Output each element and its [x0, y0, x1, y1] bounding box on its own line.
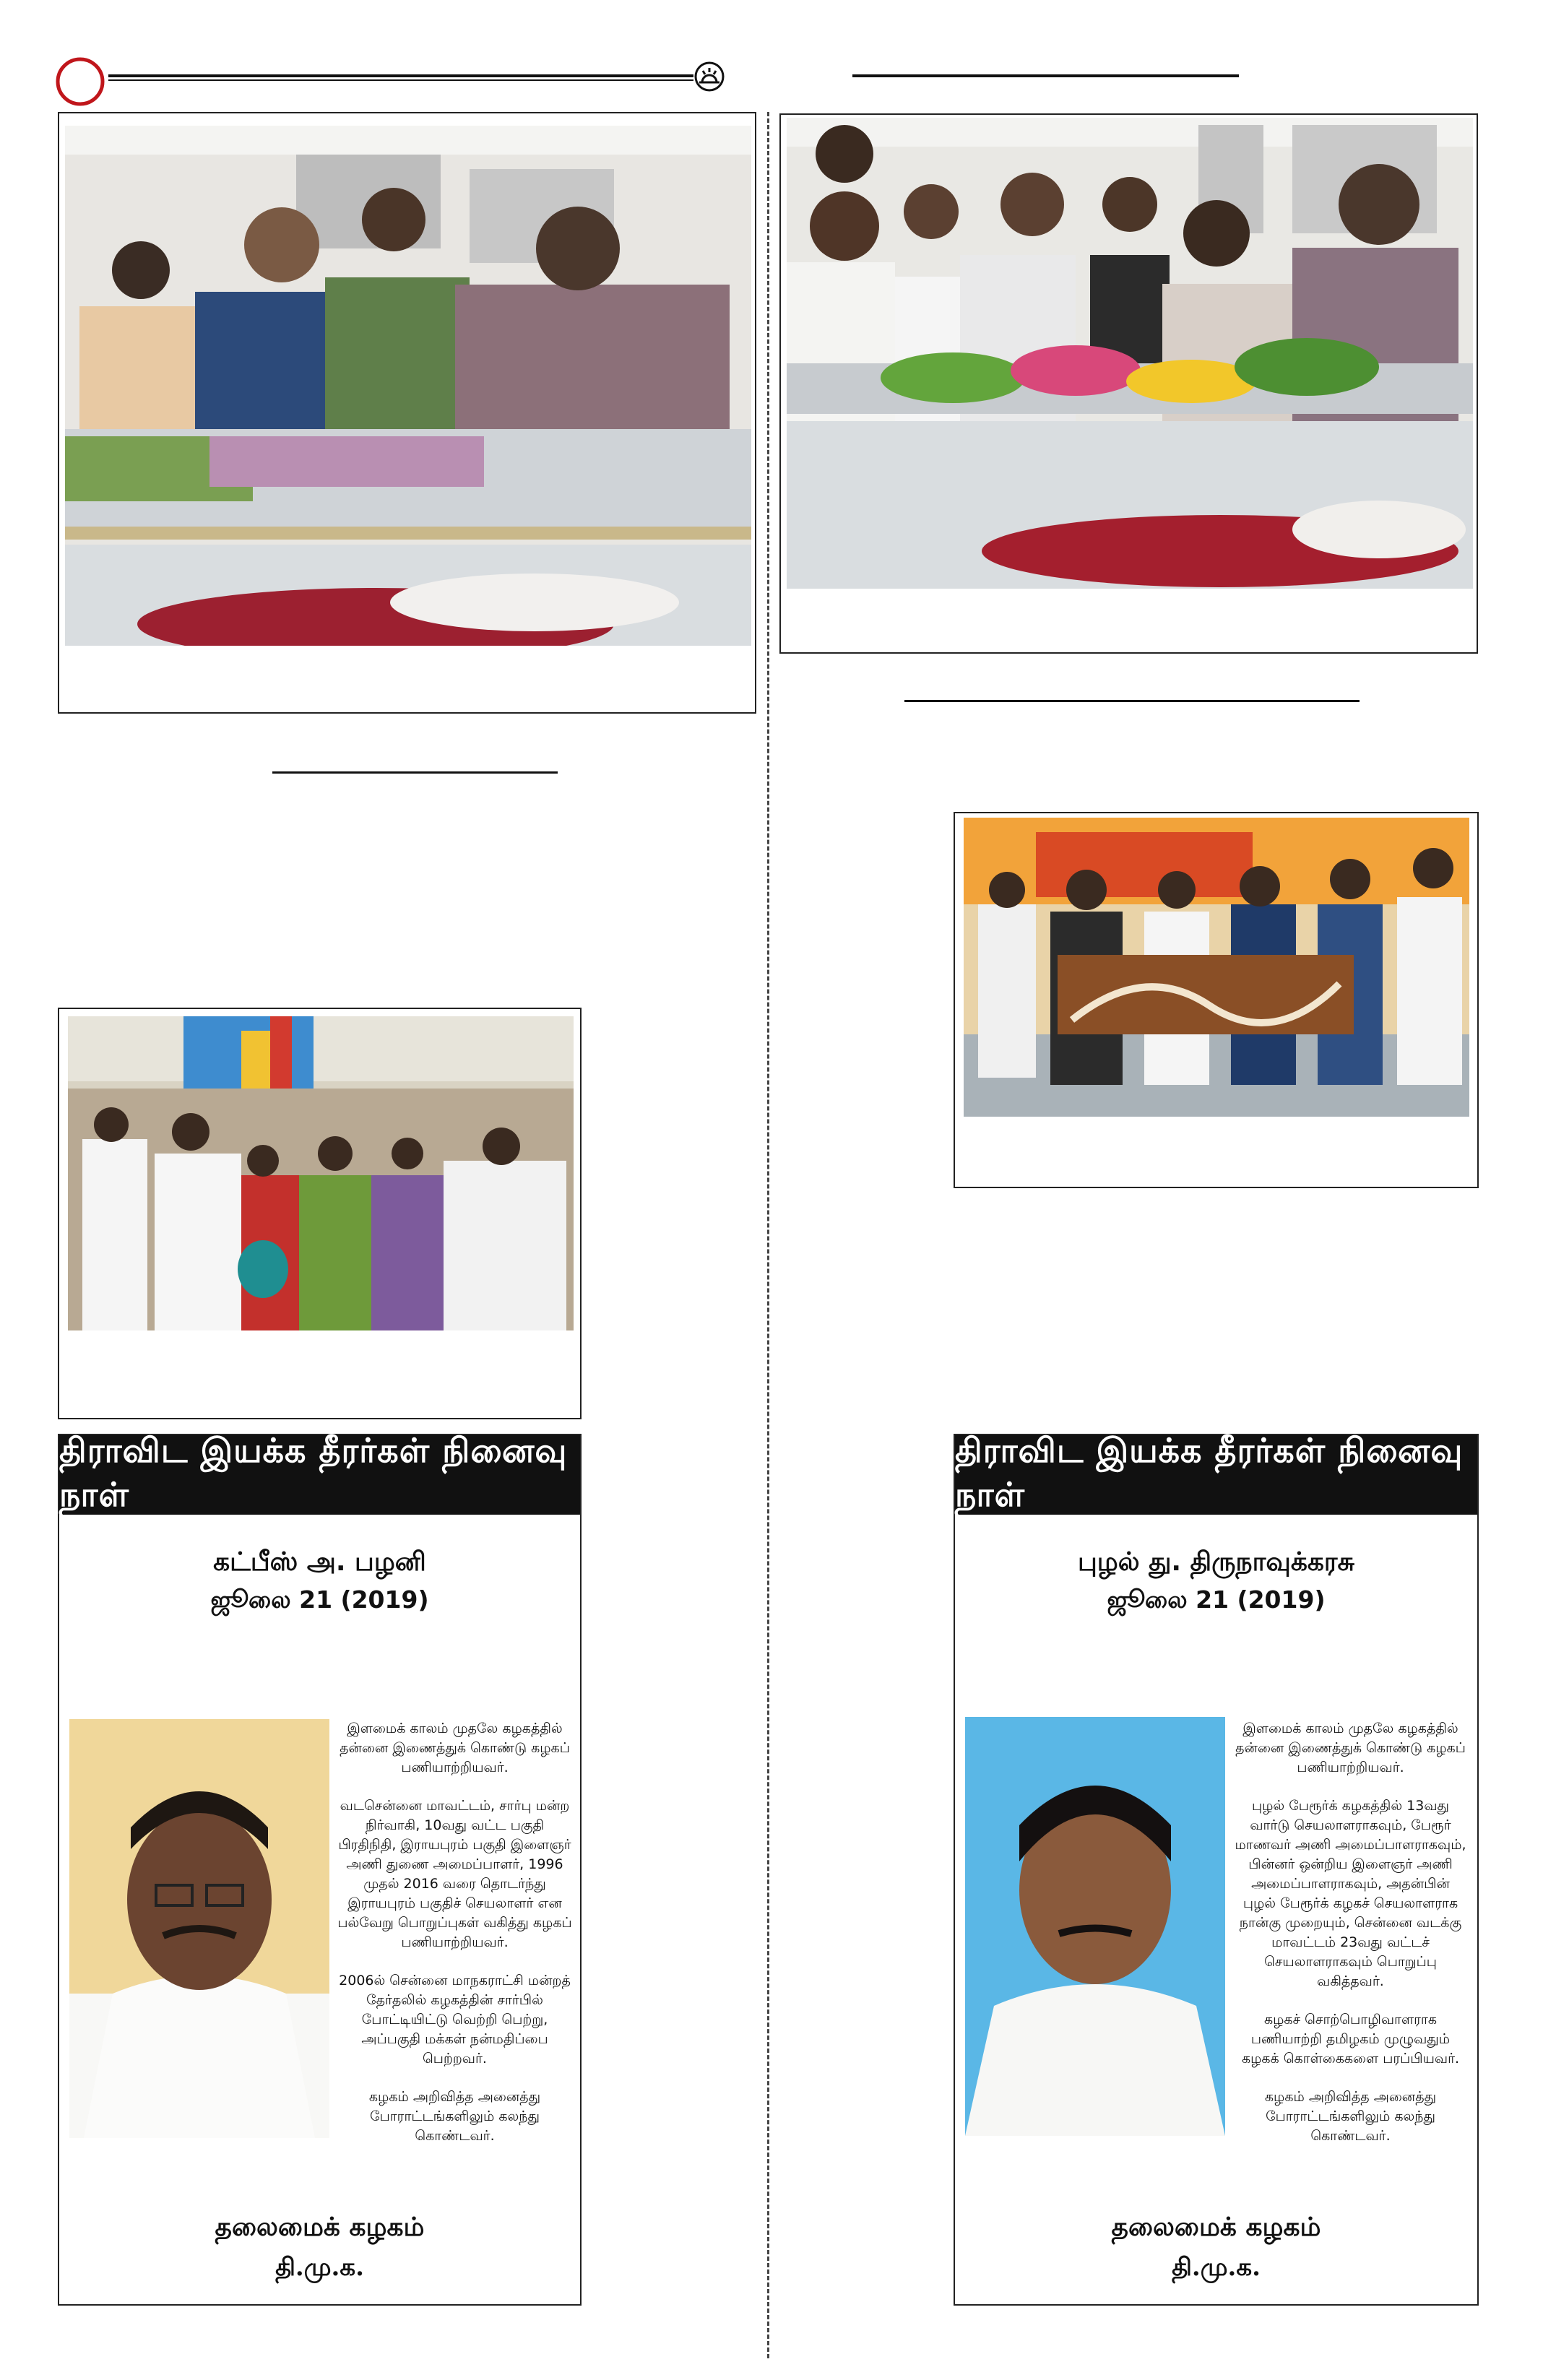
memorial-notice-left: [58, 1431, 582, 2306]
notice-signature: [59, 2212, 580, 2285]
notice-date: ஜூலை 21 (2019): [1107, 1585, 1326, 1614]
column-divider: [767, 112, 769, 2358]
bio-paragraph: இளமைக் காலம் முதலே கழகத்தில் தன்னை இணைத்துக் கொண்டு கழகப் பணியாற்றியவர்.: [340, 1721, 570, 1775]
bio-paragraph: இளமைக் காலம் முதலே கழகத்தில் தன்னை இணைத்துக் கொண்டு கழகப் பணியாற்றியவர்.: [1235, 1721, 1466, 1775]
notice-biography: [1233, 1719, 1468, 2165]
photo-frame-middle-left: [58, 1008, 582, 1419]
rising-sun-icon: [693, 61, 725, 92]
bio-paragraph: 2006ல் சென்னை மாநகராட்சி மன்றத் தேர்தலில் கழகத்தின் சார்பில் போட்டியிட்டு வெற்றி பெற்று, அப்பகுதி மக்கள் நன்மதிப்பை பெற்றவர்.: [339, 1973, 571, 2067]
signature-line-1: தலைமைக் கழகம்: [1111, 2212, 1321, 2242]
notice-person-name: புழல் து. திருநாவுக்கரசு: [1078, 1547, 1354, 1577]
header-rule-left-thin: [108, 79, 693, 81]
notice-heading: திராவிட இயக்க தீரர்கள் நினைவு நாள்: [59, 1435, 580, 1515]
bio-paragraph: கழகச் சொற்பொழிவாளராக பணியாற்றி தமிழகம் முழுவதும் கழகக் கொள்கைகளை பரப்பியவர்.: [1241, 2012, 1460, 2067]
photo-frame-middle-right: [954, 812, 1479, 1188]
notice-signature: [955, 2212, 1477, 2285]
header-rule-right: [852, 74, 1239, 77]
photo-tribute-top-right: [787, 118, 1473, 589]
notice-person-name: கட்பீஸ் அ. பழனி: [213, 1547, 426, 1577]
bio-paragraph: வடசென்னை மாவட்டம், சார்பு மன்ற நிர்வாகி, 10வது வட்ட பகுதி பிரதிநிதி, இராயபுரம் பகுதி இளைஞர் அணி துணை அமைப்பாளர், 1996 முதல் 2016 வரை தொடர்ந்து இராயபுரம் பகுதிச் செயலாளர் என பல்வேறு பொறுப்புகள் வகித்து கழகப் பணியாற்றியவர்.: [337, 1798, 572, 1950]
notice-heading: திராவிட இயக்க தீரர்கள் நினைவு நாள்: [955, 1435, 1477, 1515]
photo-tribute-top-left: [65, 126, 751, 646]
caption-rule-right: [904, 700, 1360, 702]
photo-event-middle-left: [68, 1016, 574, 1330]
photo-frame-top-right: [779, 113, 1478, 654]
caption-rule-left: [272, 771, 558, 774]
photo-event-middle-right: [964, 818, 1469, 1117]
signature-line-1: தலைமைக் கழகம்: [215, 2212, 425, 2242]
notice-biography: [337, 1719, 572, 2165]
portrait-photo: [965, 1717, 1225, 2136]
memorial-notice-right: [954, 1431, 1479, 2306]
header-rule-left: [108, 74, 693, 77]
signature-line-2: தி.மு.க.: [275, 2253, 364, 2282]
notice-date: ஜூலை 21 (2019): [210, 1585, 429, 1614]
page-number-circle-icon: [55, 56, 105, 107]
signature-line-2: தி.மு.க.: [1172, 2253, 1261, 2282]
portrait-photo: [69, 1719, 329, 2138]
bio-paragraph: புழல் பேரூர்க் கழகத்தில் 13வது வார்டு செயலாளராகவும், பேரூர் மாணவர் அணி அமைப்பாளராகவும், பின்னர் ஒன்றிய இளைஞர் அணி அமைப்பாளராகவும், அதன்பின் புழல் பேரூர்க் கழகச் செயலாளராக நான்கு முறையும், சென்னை வடக்கு மாவட்டம் 23வது வட்டச் செயலாளராகவும் பொறுப்பு வகித்தவர்.: [1235, 1798, 1466, 1989]
photo-frame-top-left: [58, 112, 756, 714]
bio-paragraph: கழகம் அறிவித்த அனைத்து போராட்டங்களிலும் கலந்து கொண்டவர்.: [1264, 2089, 1437, 2144]
bio-paragraph: கழகம் அறிவித்த அனைத்து போராட்டங்களிலும் கலந்து கொண்டவர்.: [368, 2089, 541, 2144]
